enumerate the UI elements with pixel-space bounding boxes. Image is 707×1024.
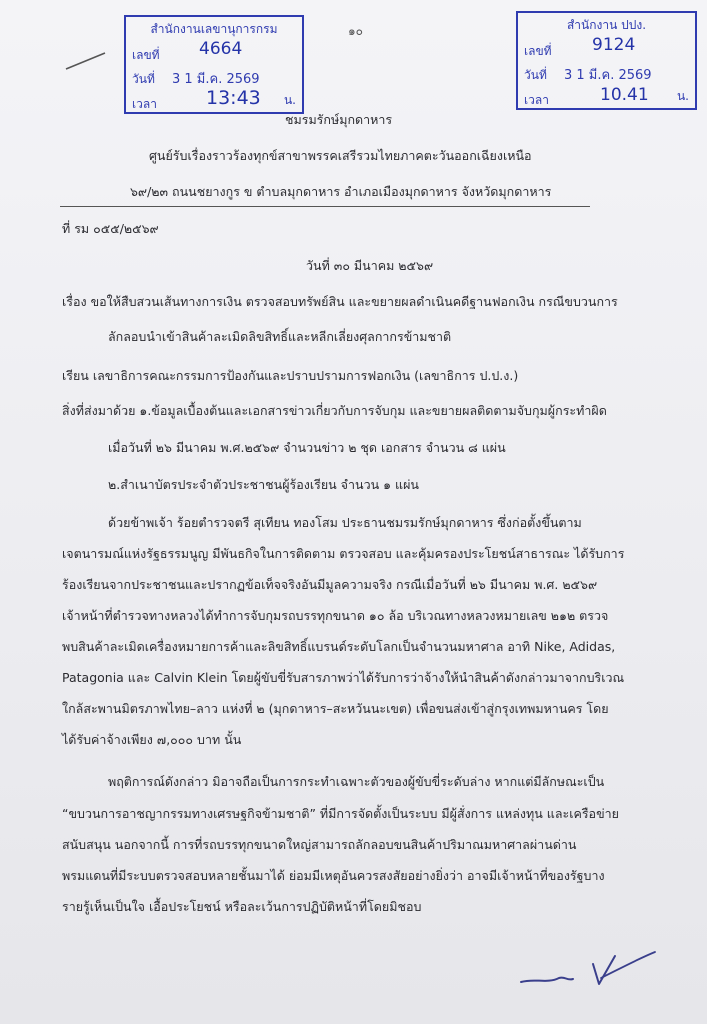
para2-line: พรมแดนที่มีระบบตรวจสอบหลายชั้นมาได้ ย่อมมีเหตุอันควรสงสัยอย่างยิ่งว่า อาจมีเจ้าหน้าที่ของรัฐบาง [62, 868, 605, 883]
stamp-date-label: วันที่ [524, 68, 547, 82]
para2-line: “ขบวนการอาชญากรรมทางเศรษฐกิจข้ามชาติ” ที่มีการจัดตั้งเป็นระบบ มีผู้สั่งการ แหล่งทุน และเครือข่าย [62, 806, 619, 821]
para1-line: พบสินค้าละเมิดเครื่องหมายการค้าและลิขสิทธิ์แบรนด์ระดับโลกเป็นจำนวนมหาศาล อาทิ Nike, Adidas, [62, 639, 616, 654]
enclosure-line-1: สิ่งที่ส่งมาด้วย ๑.ข้อมูลเบื้องต้นและเอกสารข่าวเกี่ยวกับการจับกุม และขยายผลติดตามจับกุมผู้กระทำผิด [62, 403, 607, 418]
org-address: ๖๙/๒๓ ถนนชยางกูร ข ตำบลมุกดาหาร อำเภอเมืองมุกดาหาร จังหวัดมุกดาหาร [130, 184, 552, 199]
para1-line: ร้องเรียนจากประชาชนและปรากฏข้อเท็จจริงอันมีมูลความจริง กรณีเมื่อวันที่ ๒๖ มีนาคม พ.ศ. ๒๕๖๙ [62, 577, 598, 592]
header-rule [60, 206, 590, 207]
enclosure-line-3: ๒.สำเนาบัตรประจำตัวประชาชนผู้ร้องเรียน จำนวน ๑ แผ่น [108, 477, 419, 492]
stamp-time-label: เวลา [132, 97, 157, 111]
stamp-time-value: 10.41 [600, 85, 649, 105]
stamp-no-value: 4664 [199, 39, 243, 59]
stamp-office: สำนักงานเลขานุการกรม [150, 22, 278, 36]
letter-date: วันที่ ๓๐ มีนาคม ๒๕๖๙ [306, 258, 434, 273]
center-name: ศูนย์รับเรื่องราวร้องทุกข์สาขาพรรคเสรีรวมไทยภาคตะวันออกเฉียงเหนือ [149, 148, 532, 163]
signature-mark-icon [515, 948, 665, 994]
para1-line: ใกล้สะพานมิตรภาพไทย–ลาว แห่งที่ ๒ (มุกดาหาร–สะหวันนะเขต) เพื่อขนส่งเข้าสู่กรุงเทพมหานคร โดย [62, 701, 609, 716]
stamp-suffix: น. [283, 93, 296, 107]
pen-mark-icon [64, 50, 108, 72]
stamp-office: สำนักงาน ปปง. [566, 18, 647, 32]
stamp-time-label: เวลา [524, 93, 549, 107]
enclosure-line-2: เมื่อวันที่ ๒๖ มีนาคม พ.ศ.๒๕๖๙ จำนวนข่าว ๒ ชุด เอกสาร จำนวน ๘ แผ่น [108, 440, 506, 455]
stamp-no-label: เลขที่ [524, 44, 552, 58]
para2-line: พฤติการณ์ดังกล่าว มิอาจถือเป็นการกระทำเฉพาะตัวของผู้ขับขี่ระดับล่าง หากแต่มีลักษณะเป็น [108, 774, 605, 789]
reference-number: ที่ รม ๐๕๕/๒๕๖๙ [62, 221, 159, 236]
para1-line: ได้รับค่าจ้างเพียง ๗,๐๐๐ บาท นั้น [62, 732, 242, 747]
recipient: เรียน เลขาธิการคณะกรรมการป้องกันและปราบปรามการฟอกเงิน (เลขาธิการ ป.ป.ง.) [62, 368, 519, 383]
para1-line: เจตนารมณ์แห่งรัฐธรรมนูญ มีพันธกิจในการติดตาม ตรวจสอบ และคุ้มครองประโยชน์สาธารณะ ได้รับการ [62, 546, 625, 561]
stamp-date-value: 3 1 มี.ค. 2569 [172, 72, 260, 87]
stamp-date-value: 3 1 มี.ค. 2569 [564, 68, 652, 83]
org-name: ชมรมรักษ์มุกดาหาร [285, 112, 393, 127]
para1-line: Patagonia และ Calvin Klein โดยผู้ขับขี่รับสารภาพว่าได้รับการว่าจ้างให้นำสินค้าดังกล่าวมาจากบริเวณ [62, 670, 625, 685]
para2-line: รายรู้เห็นเป็นใจ เอื้อประโยชน์ หรือละเว้นการปฏิบัติหน้าที่โดยมิชอบ [62, 899, 422, 914]
stamp-no-label: เลขที่ [132, 48, 160, 62]
stamp-no-value: 9124 [592, 35, 636, 55]
stamp-time-value: 13:43 [206, 87, 261, 109]
page-number: ๑๐ [348, 24, 363, 38]
subject-line-1: เรื่อง ขอให้สืบสวนเส้นทางการเงิน ตรวจสอบทรัพย์สิน และขยายผลดำเนินคดีฐานฟอกเงิน กรณีขบวนการ [62, 294, 618, 309]
para2-line: สนับสนุน นอกจากนี้ การที่รถบรรทุกขนาดใหญ่สามารถลักลอบขนสินค้าปริมาณมหาศาลผ่านด่าน [62, 837, 577, 852]
received-stamp-left [124, 15, 304, 114]
para1-line: ด้วยข้าพเจ้า ร้อยตำรวจตรี สุเทียน ทองโสม ประธานชมรมรักษ์มุกดาหาร ซึ่งก่อตั้งขึ้นตาม [108, 515, 582, 530]
para1-line: เจ้าหน้าที่ตำรวจทางหลวงได้ทำการจับกุมรถบรรทุกขนาด ๑๐ ล้อ บริเวณทางหลวงหมายเลข ๒๑๒ ตรวจ [62, 608, 609, 623]
stamp-suffix: น. [676, 89, 689, 103]
subject-line-2: ลักลอบนำเข้าสินค้าละเมิดลิขสิทธิ์และหลีกเลี่ยงศุลกากรข้ามชาติ [108, 329, 452, 344]
stamp-date-label: วันที่ [132, 72, 155, 86]
received-stamp-right [516, 11, 697, 110]
